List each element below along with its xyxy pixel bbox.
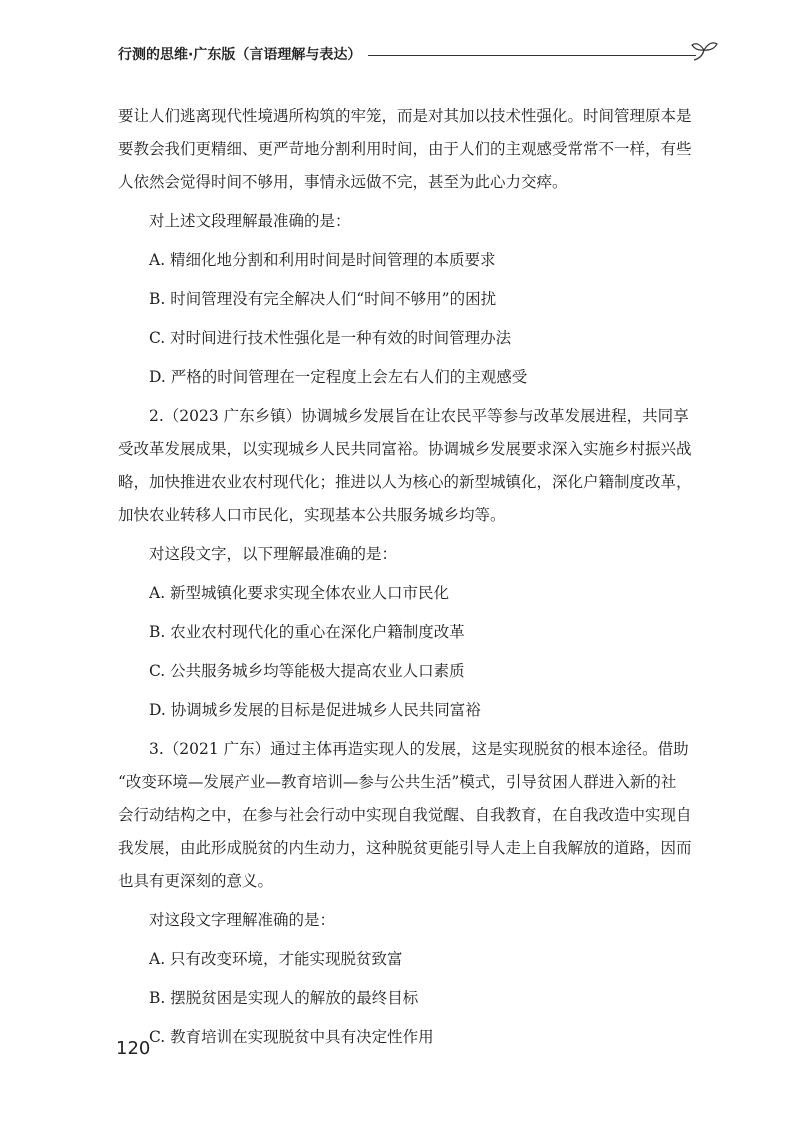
q1-question: 对上述文段理解最准确的是： — [149, 212, 351, 230]
passage-line: 会行动结构之中，在参与社会行动中实现自我觉醒、自我教育，在自我改造中实现自 — [118, 806, 692, 824]
q1-option-a: A. 精细化地分割和利用时间是时间管理的本质要求 — [149, 251, 496, 269]
passage-line: 略，加快推进农业农村现代化；推进以人为核心的新型城镇化，深化户籍制度改革， — [118, 473, 692, 491]
q3-passage — [118, 733, 716, 898]
passage-line: “改变环境—发展产业—教育培训—参与公共生活”模式，引导贫困人群进入新的社 — [118, 773, 677, 791]
q3-question: 对这段文字理解准确的是： — [149, 911, 336, 929]
header-title: 行测的思维·广东版（言语理解与表达） — [118, 44, 367, 64]
q2-option-b: B. 农业农村现代化的重心在深化户籍制度改革 — [149, 623, 465, 641]
sprout-icon — [690, 38, 718, 64]
q3-option-c: C. 教育培训在实现脱贫中具有决定性作用 — [149, 1028, 434, 1046]
q2-option-d: D. 协调城乡发展的目标是促进城乡人民共同富裕 — [149, 701, 481, 719]
q1-option-d: D. 严格的时间管理在一定程度上会左右人们的主观感受 — [149, 368, 528, 386]
running-header — [118, 38, 718, 68]
q2-passage — [118, 400, 716, 532]
passage-line: 我发展，由此形成脱贫的内生动力，这种脱贫更能引导人走上自我解放的道路，因而 — [118, 839, 692, 857]
passage-line: 人依然会觉得时间不够用，事情永远做不完，甚至为此心力交瘁。 — [118, 173, 568, 191]
passage-line: 要让人们逃离现代性境遇所构筑的牢笼，而是对其加以技术性强化。时间管理原本是 — [118, 107, 692, 125]
passage-line: 2.（2023 广东乡镇）协调城乡发展旨在让农民平等参与改革发展进程，共同享 — [149, 407, 689, 425]
q1-option-c: C. 对时间进行技术性强化是一种有效的时间管理办法 — [149, 329, 512, 347]
q2-option-a: A. 新型城镇化要求实现全体农业人口市民化 — [149, 584, 450, 602]
passage-line: 也具有更深刻的意义。 — [118, 872, 274, 890]
q2-option-c: C. 公共服务城乡均等能极大提高农业人口素质 — [149, 662, 465, 680]
passage-line: 要教会我们更精细、更严苛地分割利用时间，由于人们的主观感受常常不一样，有些 — [118, 140, 692, 158]
q1-option-b: B. 时间管理没有完全解决人们“时间不够用”的困扰 — [149, 290, 497, 308]
passage-line: 加快农业转移人口市民化，实现基本公共服务城乡均等。 — [118, 506, 506, 524]
passage-line: 受改革发展成果，以实现城乡人民共同富裕。协调城乡发展要求深入实施乡村振兴战 — [118, 440, 692, 458]
page-number: 120 — [116, 1038, 151, 1059]
q3-option-b: B. 摆脱贫困是实现人的解放的最终目标 — [149, 989, 419, 1007]
q1-passage-end — [118, 100, 716, 199]
q3-option-a: A. 只有改变环境，才能实现脱贫致富 — [149, 950, 403, 968]
q2-question: 对这段文字，以下理解最准确的是： — [149, 545, 398, 563]
passage-line: 3.（2021 广东）通过主体再造实现人的发展，这是实现脱贫的根本途径。借助 — [149, 740, 689, 758]
header-rule — [368, 55, 696, 56]
page-content — [118, 100, 716, 1054]
